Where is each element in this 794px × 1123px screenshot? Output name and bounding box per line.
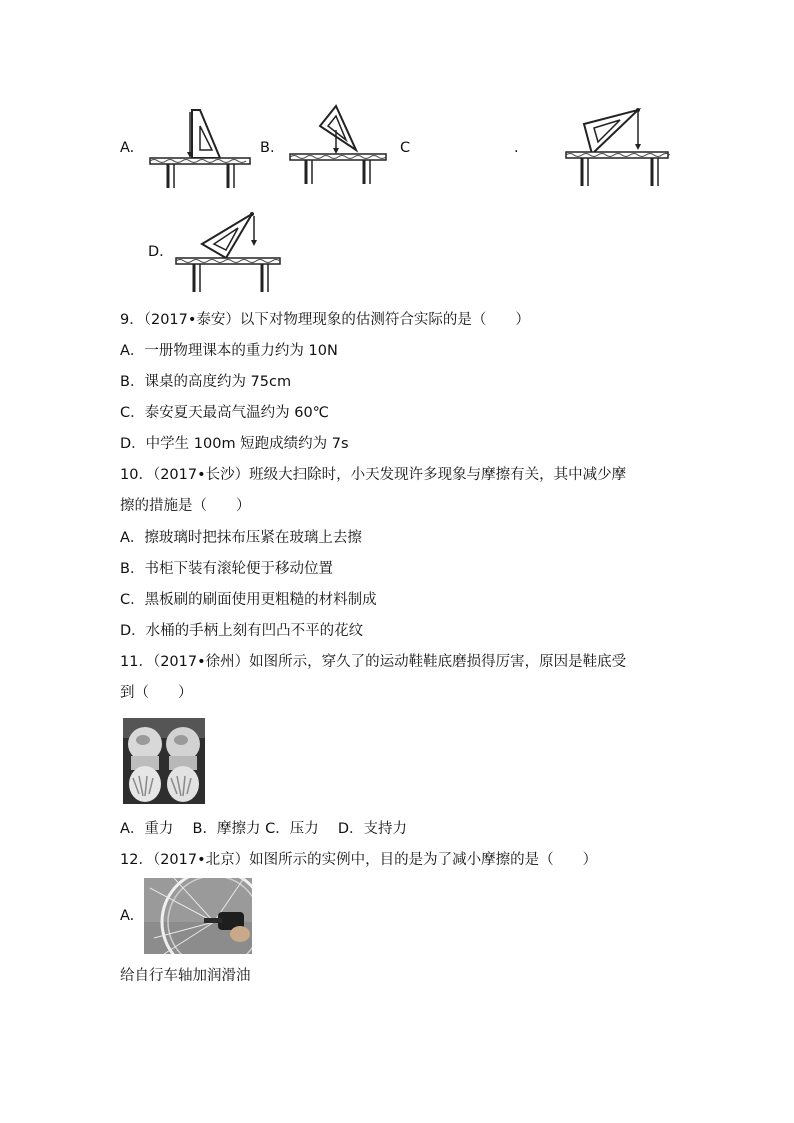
q10-option-d: D．水桶的手柄上刻有凹凸不平的花纹	[120, 623, 364, 639]
q10-option-c: C．黑板刷的刷面使用更粗糙的材料制成	[120, 592, 377, 608]
q12-stem: 12．（2017•北京）如图所示的实例中，目的是为了减小摩擦的是（ ）	[120, 852, 598, 868]
q8-option-d-label: D.	[148, 244, 164, 260]
q8-figure-a	[144, 102, 254, 192]
q10-option-a: A．擦玻璃时把抹布压紧在玻璃上去擦	[120, 530, 362, 546]
q10-stem-line1: 10．（2017•长沙）班级大扫除时，小天发现许多现象与摩擦有关，其中减少摩	[120, 467, 627, 483]
q9-option-a: A．一册物理课本的重力约为 10N	[120, 343, 338, 359]
q8-option-c-dot: .	[514, 140, 519, 156]
q8-figure-d	[172, 206, 284, 296]
q10-stem-line2: 擦的措施是（ ）	[120, 498, 251, 514]
q9-option-b: B．课桌的高度约为 75cm	[120, 374, 292, 390]
q9-option-c: C．泰安夏天最高气温约为 60℃	[120, 405, 329, 421]
q9-option-d: D．中学生 100m 短跑成绩约为 7s	[120, 436, 349, 452]
q12-option-a-label: A.	[120, 908, 135, 924]
q11-stem-line2: 到（ ）	[120, 685, 193, 701]
q12-option-a-caption: 给自行车轴加润滑油	[120, 968, 251, 984]
shoe-soles-photo	[123, 718, 205, 804]
bicycle-oil-photo	[144, 878, 252, 954]
q8-option-b-label: B.	[260, 140, 275, 156]
q11-options: A．重力 B．摩擦力 C．压力 D．支持力	[120, 821, 407, 837]
q8-option-a-label: A.	[120, 140, 135, 156]
q8-figure-b	[284, 100, 394, 192]
q8-option-c-label: C	[400, 140, 411, 156]
q10-option-b: B．书柜下装有滚轮便于移动位置	[120, 561, 333, 577]
q8-figure-c	[562, 102, 674, 192]
q11-stem-line1: 11．（2017•徐州）如图所示，穿久了的运动鞋鞋底磨损得厉害，原因是鞋底受	[120, 654, 627, 670]
q9-stem: 9．（2017•泰安）以下对物理现象的估测符合实际的是（ ）	[120, 312, 530, 328]
